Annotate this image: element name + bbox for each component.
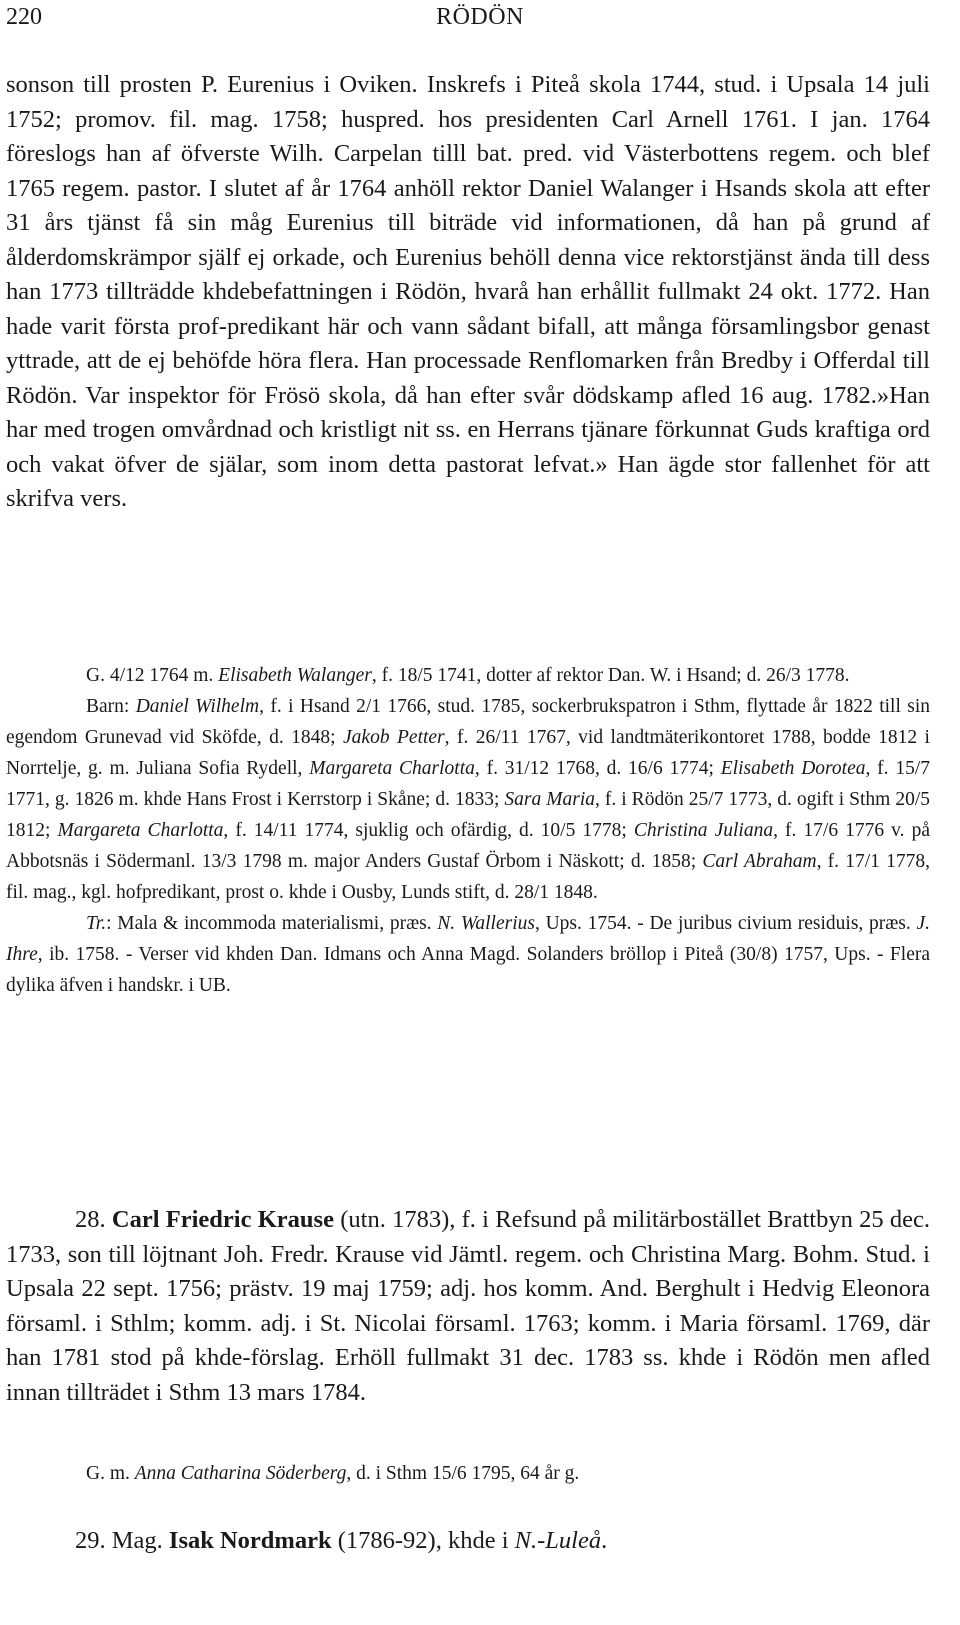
entry-28-marriage-prefix: G. m.	[86, 1463, 135, 1484]
entry-28	[6, 1203, 930, 1410]
children-segment: , f. 17/6 1776 v. på Abbotsnäs i Södermanl. 13/3 1798 m. major Anders Gustaf Örbom i Näskott; d. 1858;	[6, 820, 930, 872]
entry-28-wife-name: Anna Catharina Söderberg	[134, 1463, 347, 1484]
children-segment: Daniel Wilhelm	[135, 696, 260, 717]
entry-28-text: (utn. 1783), f. i Refsund på militärbostället Brattbyn 25 dec. 1733, son till löjtnant Joh. Fredr. Krause vid Jämtl. regem. och Christina Marg. Bohm. Stud. i Upsala 22 sept. 1756; prästv. 19 maj 1759; adj. hos komm. And. Berghult i Hedvig Eleonora församl. i Sthlm; komm. adj. i St. Nicolai församl. 1763; komm. i Maria församl. 1769, där han 1781 stod på khde-förslag. Erhöll fullmakt 31 dec. 1783 ss. khde i Rödön men afled innan tillträdet i Sthm 13 mars 1784.	[6, 1206, 931, 1406]
children-segment: Christina Juliana	[633, 820, 774, 841]
entry-27-family	[6, 660, 930, 1001]
children-segment: , f. i Hsand 2/1 1766, stud. 1785, sockerbrukspatron i Sthm, flyttade år 1822 till sin egendom Grunevad vid Sköfde, d. 1848;	[6, 696, 931, 748]
children-segment: Sara Maria	[504, 789, 595, 810]
writings-segment: , ib. 1758. - Verser vid khden Dan. Idmans och Anna Magd. Solanders bröllop i Piteå (30/8) 1757, Ups. - Flera dylika äfven i handskr. i UB.	[6, 944, 930, 996]
entry-29-name: Isak Nordmark	[168, 1527, 332, 1554]
entry-29-number: 29.	[75, 1527, 106, 1554]
children-segment: , f. i Rödön 25/7 1773, d. ogift i Sthm 20/5 1812;	[6, 789, 931, 841]
writings-segment: N. Wallerius	[437, 913, 535, 934]
writings-segment: : Mala & incommoda materialismi, præs.	[106, 913, 438, 934]
entry-28-marriage	[6, 1458, 930, 1489]
entry-29-text: (1786-92), khde i	[331, 1527, 515, 1554]
children-segment: , f. 31/12 1768, d. 16/6 1774;	[474, 758, 721, 779]
children-segment: Jakob Petter	[343, 727, 445, 748]
writings-segment: J. Ihre	[6, 913, 931, 965]
entry-29-place: N.-Luleå	[514, 1527, 602, 1554]
entry-28-marriage-details: , d. i Sthm 15/6 1795, 64 år g.	[346, 1463, 580, 1484]
wife-name: Elisabeth Walanger	[218, 665, 372, 686]
entry-29-end: .	[601, 1527, 608, 1554]
entry-27-biography	[6, 68, 930, 517]
page-number: 220	[6, 4, 42, 30]
page-header	[0, 0, 960, 40]
biography-paragraph: sonson till prosten P. Eurenius i Oviken. Inskrefs i Piteå skola 1744, stud. i Upsala 14 juli 1752; promov. fil. mag. 1758; huspred. hos presidenten Carl Arnell 1761. I jan. 1764 föreslogs han af öfverste Wilh. Carpelan tilll bat. pred. vid Västerbottens regem. och blef 1765 regem. pastor. I slutet af år 1764 anhöll rektor Daniel Walanger i Hsands skola att efter 31 års tjänst få sin måg Eurenius till biträde vid informationen, då han på grund af ålderdomskrämpor själf ej orkade, och Eurenius behöll denna vice rektorstjänst ända till dess han 1773 tillträdde khdebefattningen i Rödön, hvarå han erhållit fullmakt 24 okt. 1772. Han hade varit första prof-predikant här och vann sådant bifall, att många församlingsbor genast yttrade, att de ej behöfde höra flera. Han processade Renflomarken från Bredby i Offerdal till Rödön. Var inspektor för Frösö skola, då han efter svår dödskamp afled 16 aug. 1782.»Han har med trogen omvårdnad och kristligt nit ss. en Herrans tjänare förkunnat Guds kraftiga ord och vakat öfver de själar, som inom detta pastorat lefvat.» Han ägde stor fallenhet för att skrifva vers.	[6, 71, 930, 512]
writings-paragraph	[6, 908, 930, 1001]
entry-28-paragraph	[6, 1203, 930, 1410]
children-segment: Margareta Charlotta	[57, 820, 224, 841]
children-segment: , f. 14/11 1774, sjuklig och ofärdig, d. 10/5 1778;	[223, 820, 634, 841]
writings-segment: Tr.	[86, 913, 107, 934]
children-segment: , f. 15/7 1771, g. 1826 m. khde Hans Frost i Kerrstorp i Skåne; d. 1833;	[6, 758, 930, 810]
entry-29-paragraph	[6, 1524, 930, 1559]
children-segment: Carl Abraham	[702, 851, 817, 872]
entry-28-marriage-paragraph	[6, 1458, 930, 1489]
children-segment: Barn:	[86, 696, 136, 717]
children-segment: Margareta Charlotta	[309, 758, 475, 779]
children-paragraph	[6, 691, 930, 908]
entry-28-number: 28.	[75, 1206, 106, 1233]
children-segment: , f. 26/11 1767, vid landtmäterikontoret 1788, bodde 1812 i Norrtelje, g. m. Juliana Sofia Rydell,	[6, 727, 930, 779]
marriage-details: , f. 18/5 1741, dotter af rektor Dan. W. i Hsand; d. 26/3 1778.	[371, 665, 850, 686]
marriage-paragraph	[6, 660, 930, 691]
writings-segment: , Ups. 1754. - De juribus civium residuis, præs.	[534, 913, 917, 934]
entry-29-title: Mag.	[111, 1527, 169, 1554]
children-segment: Elisabeth Dorotea	[720, 758, 866, 779]
entry-29	[6, 1524, 930, 1559]
marriage-prefix: G. 4/12 1764 m.	[86, 665, 219, 686]
running-head: RÖDÖN	[436, 4, 524, 30]
children-segment: , f. 17/1 1778, fil. mag., kgl. hofpredikant, prost o. khde i Ousby, Lunds stift, d. 28/1 1848.	[6, 851, 930, 903]
entry-28-name: Carl Friedric Krause	[111, 1206, 334, 1233]
